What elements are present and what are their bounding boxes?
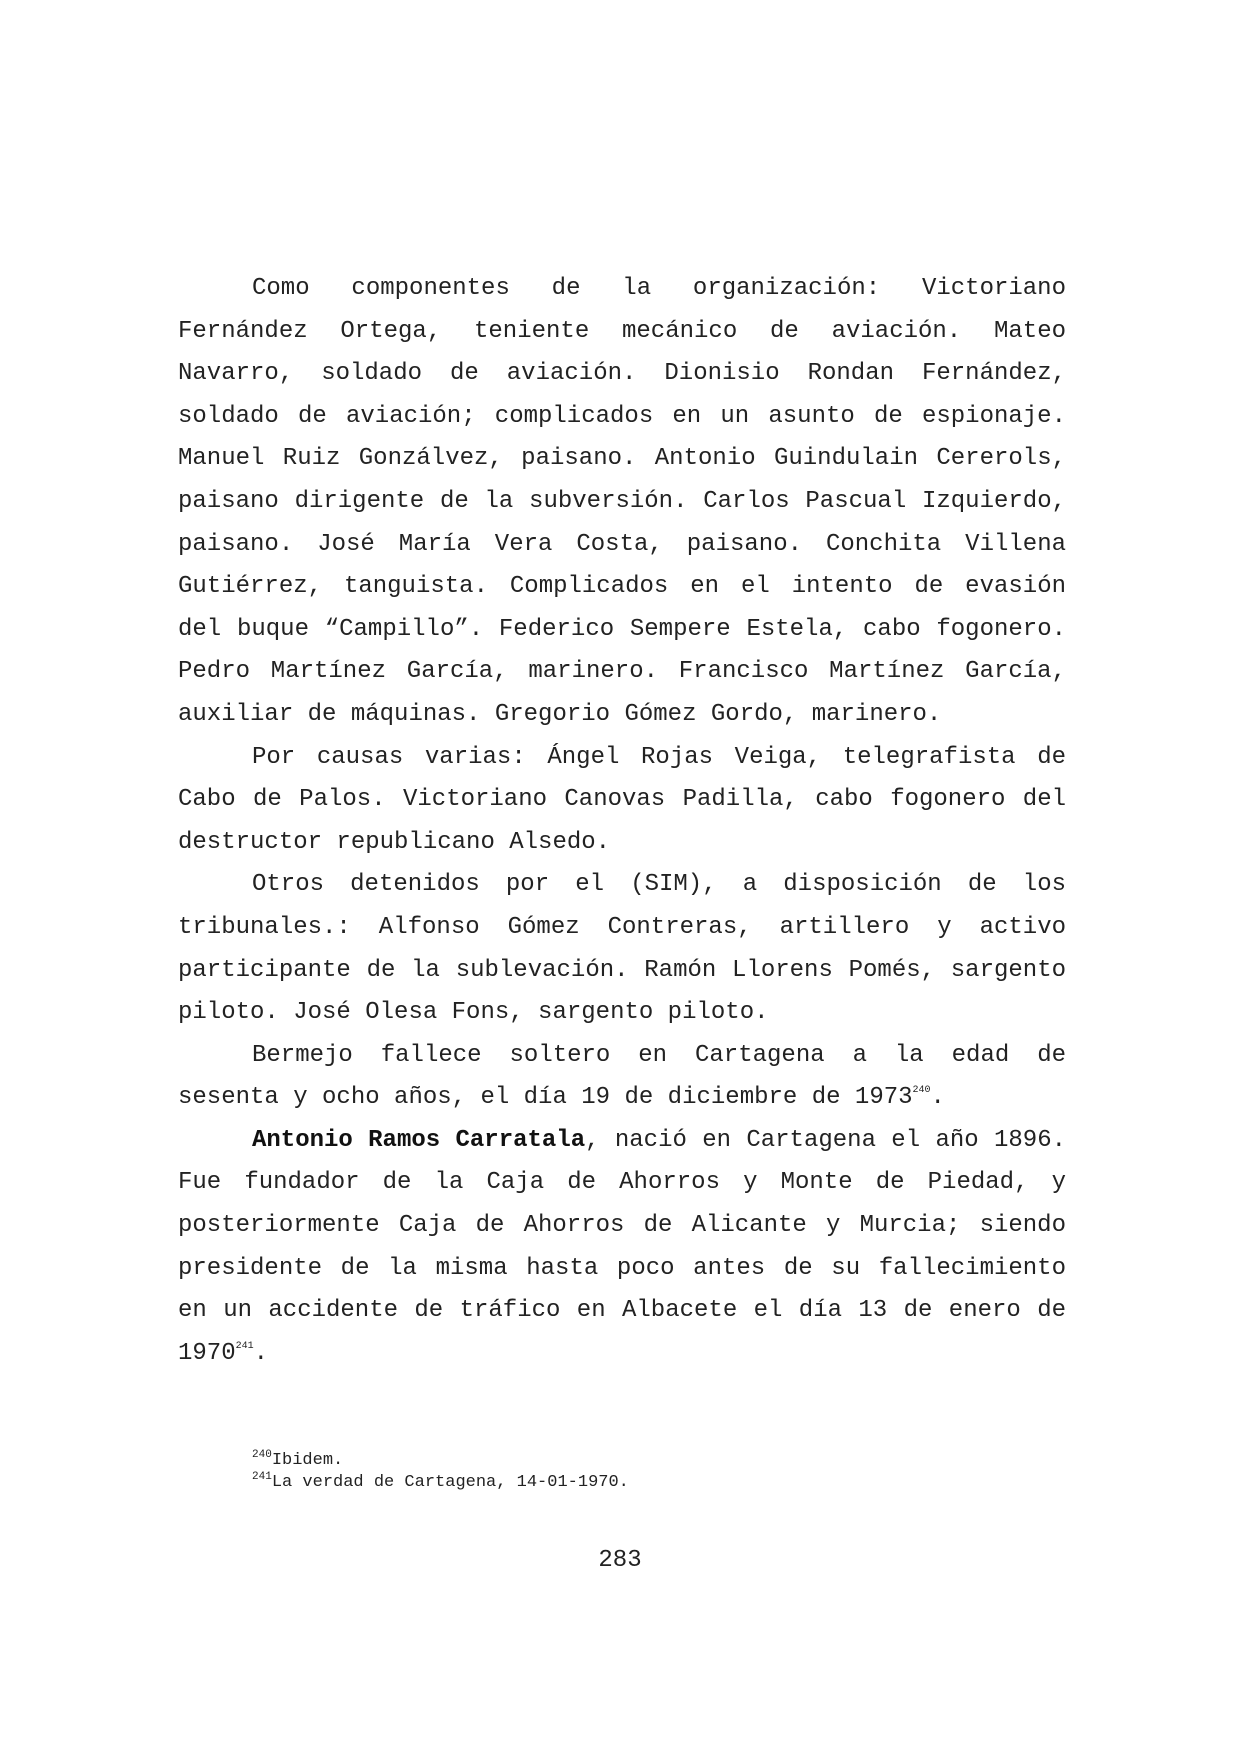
footnote-text: Ibidem. bbox=[271, 1451, 344, 1470]
person-name-bold: Antonio Ramos Carratala bbox=[252, 1126, 586, 1154]
paragraph-bermejo-text: Bermejo fallece soltero en Cartagena a la edad de sesenta y ocho años, el día 19 de diciembre de 1973 bbox=[178, 1041, 1066, 1112]
paragraph-antonio-ramos-text: , nació en Cartagena el año 1896. Fue fundador de la Caja de Ahorros y Monte de Piedad, y posteriormente Caja de Ahorros de Alicante y Murcia; siendo presidente de la misma hasta poco antes de su fallecimiento en un accidente de tráfico en Albacete el día 13 de enero de 1970 bbox=[178, 1126, 1066, 1367]
main-text bbox=[178, 268, 1066, 1375]
footnote-ref-241[interactable]: 241 bbox=[235, 1340, 254, 1352]
paragraph-bermejo-death bbox=[178, 1035, 1066, 1120]
footnote-ref-240[interactable]: 240 bbox=[912, 1085, 931, 1097]
footnote-number: 240 bbox=[252, 1449, 272, 1461]
paragraph-other-detainees: Otros detenidos por el (SIM), a disposición de los tribunales.: Alfonso Gómez Contreras, artillero y activo participante de la sublevación. Ramón Llorens Pomés, sargento piloto. José Olesa Fons, sargento piloto. bbox=[178, 871, 1066, 1027]
footnote-text: La verdad de Cartagena, 14-01-1970. bbox=[271, 1473, 629, 1492]
paragraph-antonio-ramos bbox=[178, 1120, 1066, 1376]
footnotes bbox=[252, 1450, 1052, 1494]
footnote-number: 241 bbox=[252, 1471, 272, 1483]
paragraph-antonio-ramos-end: . bbox=[253, 1339, 269, 1367]
page-number: 283 bbox=[598, 1547, 642, 1574]
footnote-240 bbox=[252, 1450, 1052, 1472]
footnote-241 bbox=[252, 1472, 1052, 1494]
paragraph-bermejo-end: . bbox=[930, 1084, 945, 1112]
paragraph-organization-members: Como componentes de la organización: Victoriano Fernández Ortega, teniente mecánico de aviación. Mateo Navarro, soldado de aviación. Dionisio Rondan Fernández, soldado de aviación; complicados en un asunto de espionaje. Manuel Ruiz Gonzálvez, paisano. Antonio Guindulain Cererols, paisano dirigente de la subversión. Carlos Pascual Izquierdo, paisano. José María Vera Costa, paisano. Conchita Villena Gutiérrez, tanguista. Complicados en el intento de evasión del buque “Campillo”. Federico Sempere Estela, cabo fogonero. Pedro Martínez García, marinero. Francisco Martínez García, auxiliar de máquinas. Gregorio Gómez Gordo, marinero. bbox=[178, 275, 1066, 728]
paragraph-various-causes: Por causas varias: Ángel Rojas Veiga, telegrafista de Cabo de Palos. Victoriano Canovas Padilla, cabo fogonero del destructor republicano Alsedo. bbox=[178, 743, 1066, 856]
